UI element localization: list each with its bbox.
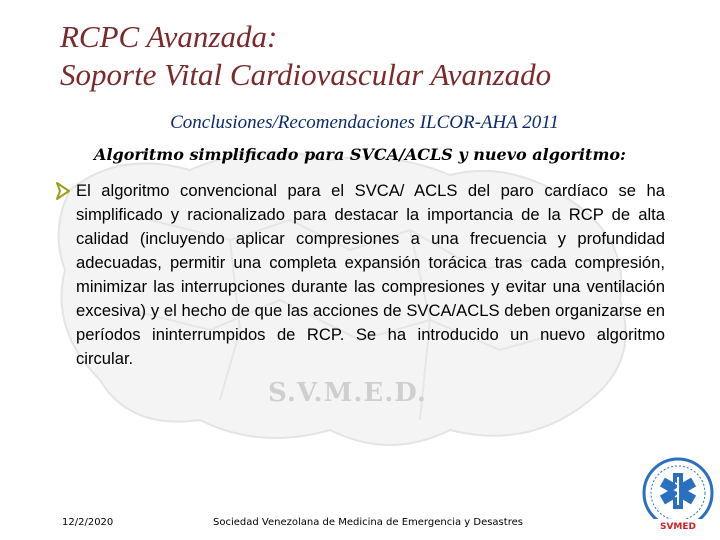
bullet-text: El algoritmo convencional para el SVCA/ ACLS del paro cardíaco se ha simplificado y racionalizado para destacar la importancia de la RCP de alta calidad (incluyendo aplicar compresiones a una frecuencia y profundidad adecuadas, permitir una completa expansión torácica tras cada compresión, minimizar las interrupciones durante las compresiones y evitar una ventilación excesiva) y el hecho de que las acciones de SVCA/ACLS deben organizarse en períodos ininterrumpidos de RCP. Se ha introducido un nuevo algoritmo circular.	[76, 181, 665, 368]
slide-subtitle-text: Conclusiones/Recomendaciones ILCOR-AHA 2011	[170, 112, 559, 133]
footer-date: 12/2/2020	[62, 517, 114, 528]
svmed-watermark: S.V.M.E.D.	[268, 378, 427, 408]
section-heading: Algoritmo simplificado para SVCA/ACLS y nuevo algoritmo:	[94, 145, 626, 164]
slide-title	[60, 18, 551, 94]
slide-title-line-2: Soporte Vital Cardiovascular Avanzado	[60, 57, 552, 92]
svmed-logo	[638, 455, 718, 535]
bullet-item	[55, 179, 665, 371]
logo-text: SVMED	[659, 522, 697, 532]
slide-title-line-1: RCPC Avanzada:	[60, 19, 278, 54]
slide-subtitle	[0, 112, 720, 134]
footer-organization: Sociedad Venezolana de Medicina de Emergencia y Desastres	[213, 517, 523, 528]
arrow-bullet-icon	[55, 182, 71, 200]
